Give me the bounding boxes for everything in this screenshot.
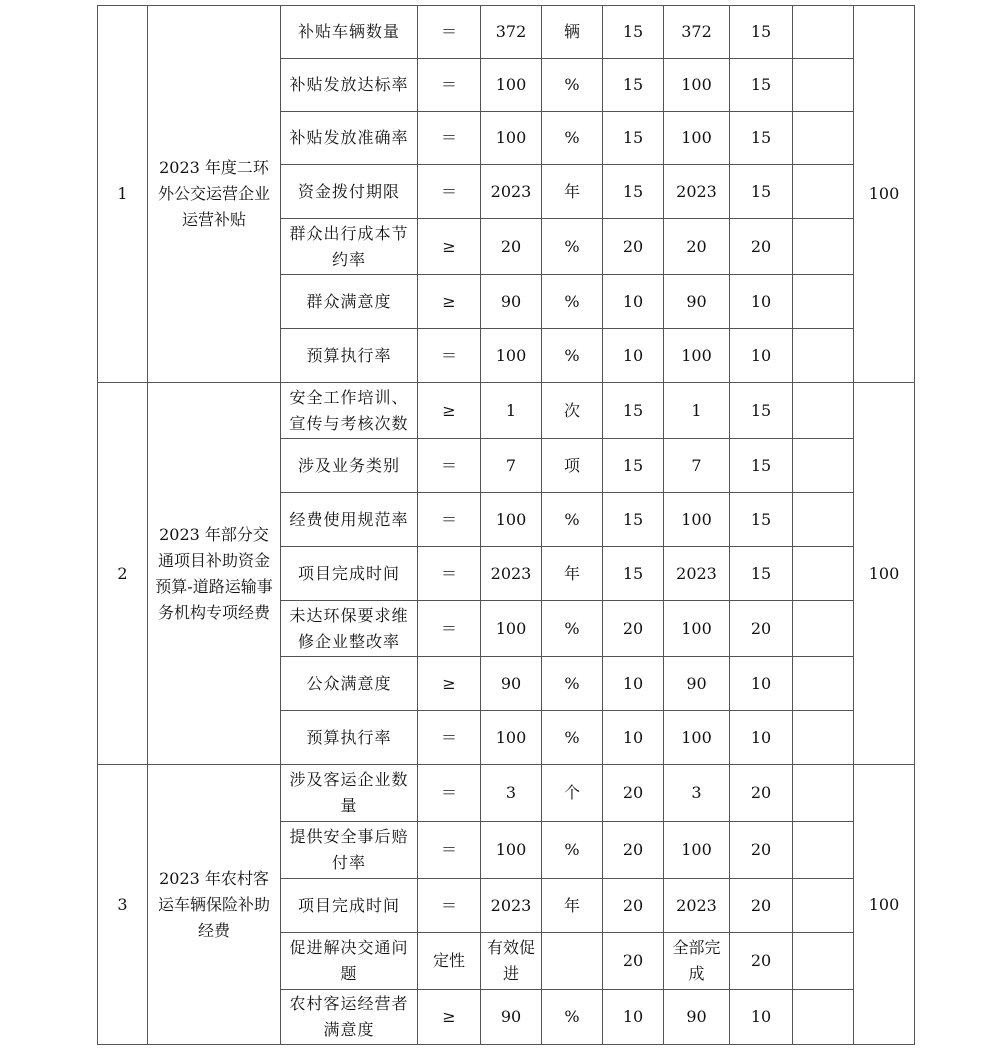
operator-cell: ≥ [418,383,481,439]
weight-cell: 10 [603,990,664,1045]
operator-cell: ＝ [418,765,481,822]
target-value-cell: 有效促进 [481,933,542,990]
weight-cell: 10 [603,711,664,765]
target-value-cell: 90 [481,275,542,329]
note-cell [793,59,854,112]
actual-value-cell: 2023 [664,165,730,219]
target-value-cell: 90 [481,657,542,711]
indicator-name: 安全工作培训、宣传与考核次数 [281,383,418,439]
operator-cell: ＝ [418,329,481,383]
unit-cell [542,933,603,990]
indicator-name: 群众出行成本节约率 [281,219,418,275]
note-cell [793,6,854,59]
indicator-name: 经费使用规范率 [281,493,418,547]
operator-cell: ＝ [418,59,481,112]
project-name: 2023 年部分交通项目补助资金预算-道路运输事务机构专项经费 [148,383,281,765]
weight-cell: 15 [603,6,664,59]
project-total-score: 100 [854,765,915,1045]
target-value-cell: 100 [481,59,542,112]
actual-value-cell: 2023 [664,547,730,601]
note-cell [793,165,854,219]
weight-cell: 20 [603,219,664,275]
operator-cell: ≥ [418,275,481,329]
target-value-cell: 372 [481,6,542,59]
weight-cell: 15 [603,383,664,439]
note-cell [793,493,854,547]
note-cell [793,990,854,1045]
weight-cell: 20 [603,765,664,822]
score-cell: 20 [730,765,793,822]
note-cell [793,275,854,329]
project-index: 1 [98,6,148,383]
score-cell: 20 [730,601,793,657]
note-cell [793,765,854,822]
score-cell: 15 [730,439,793,493]
note-cell [793,933,854,990]
indicator-name: 项目完成时间 [281,879,418,933]
target-value-cell: 7 [481,439,542,493]
indicator-name: 群众满意度 [281,275,418,329]
score-cell: 15 [730,112,793,165]
actual-value-cell: 1 [664,383,730,439]
note-cell [793,657,854,711]
weight-cell: 15 [603,59,664,112]
unit-cell: 辆 [542,6,603,59]
indicator-name: 预算执行率 [281,329,418,383]
note-cell [793,601,854,657]
unit-cell: 年 [542,165,603,219]
performance-table [97,5,915,1045]
operator-cell: ≥ [418,219,481,275]
indicator-name: 未达环保要求维修企业整改率 [281,601,418,657]
unit-cell: % [542,275,603,329]
note-cell [793,329,854,383]
unit-cell: % [542,219,603,275]
operator-cell: ＝ [418,822,481,879]
unit-cell: % [542,59,603,112]
score-cell: 20 [730,219,793,275]
note-cell [793,547,854,601]
actual-value-cell: 100 [664,329,730,383]
note-cell [793,383,854,439]
score-cell: 20 [730,933,793,990]
weight-cell: 15 [603,547,664,601]
unit-cell: % [542,711,603,765]
unit-cell: 年 [542,879,603,933]
project-total-score: 100 [854,6,915,383]
note-cell [793,879,854,933]
indicator-name: 涉及业务类别 [281,439,418,493]
indicator-name: 促进解决交通问题 [281,933,418,990]
unit-cell: 个 [542,765,603,822]
note-cell [793,822,854,879]
score-cell: 10 [730,657,793,711]
indicator-row [98,765,915,822]
actual-value-cell: 100 [664,59,730,112]
score-cell: 10 [730,275,793,329]
weight-cell: 20 [603,601,664,657]
note-cell [793,219,854,275]
note-cell [793,711,854,765]
actual-value-cell: 100 [664,711,730,765]
score-cell: 15 [730,165,793,219]
indicator-name: 农村客运经营者满意度 [281,990,418,1045]
actual-value-cell: 20 [664,219,730,275]
operator-cell: ＝ [418,879,481,933]
weight-cell: 15 [603,493,664,547]
unit-cell: % [542,601,603,657]
project-name: 2023 年度二环外公交运营企业运营补贴 [148,6,281,383]
score-cell: 15 [730,493,793,547]
operator-cell: ≥ [418,990,481,1045]
actual-value-cell: 100 [664,601,730,657]
target-value-cell: 100 [481,822,542,879]
indicator-name: 补贴车辆数量 [281,6,418,59]
note-cell [793,439,854,493]
operator-cell: ＝ [418,439,481,493]
actual-value-cell: 372 [664,6,730,59]
operator-cell: ＝ [418,547,481,601]
score-cell: 10 [730,990,793,1045]
indicator-row [98,383,915,439]
indicator-row [98,6,915,59]
operator-cell: ＝ [418,165,481,219]
unit-cell: 年 [542,547,603,601]
unit-cell: % [542,493,603,547]
indicator-name: 补贴发放达标率 [281,59,418,112]
actual-value-cell: 90 [664,657,730,711]
score-cell: 15 [730,383,793,439]
indicator-name: 涉及客运企业数量 [281,765,418,822]
target-value-cell: 3 [481,765,542,822]
score-cell: 15 [730,59,793,112]
actual-value-cell: 2023 [664,879,730,933]
score-cell: 20 [730,822,793,879]
target-value-cell: 90 [481,990,542,1045]
operator-cell: ＝ [418,711,481,765]
indicator-name: 项目完成时间 [281,547,418,601]
weight-cell: 15 [603,112,664,165]
target-value-cell: 20 [481,219,542,275]
note-cell [793,112,854,165]
unit-cell: % [542,990,603,1045]
indicator-name: 提供安全事后赔付率 [281,822,418,879]
table-body [98,6,915,1045]
project-total-score: 100 [854,383,915,765]
unit-cell: % [542,112,603,165]
target-value-cell: 100 [481,493,542,547]
project-index: 2 [98,383,148,765]
unit-cell: 项 [542,439,603,493]
score-cell: 15 [730,6,793,59]
project-name: 2023 年农村客运车辆保险补助经费 [148,765,281,1045]
operator-cell: ≥ [418,657,481,711]
weight-cell: 10 [603,275,664,329]
actual-value-cell: 3 [664,765,730,822]
target-value-cell: 2023 [481,165,542,219]
indicator-name: 补贴发放准确率 [281,112,418,165]
unit-cell: 次 [542,383,603,439]
target-value-cell: 100 [481,711,542,765]
target-value-cell: 100 [481,112,542,165]
actual-value-cell: 7 [664,439,730,493]
indicator-name: 预算执行率 [281,711,418,765]
score-cell: 10 [730,711,793,765]
actual-value-cell: 全部完成 [664,933,730,990]
unit-cell: % [542,329,603,383]
operator-cell: ＝ [418,601,481,657]
operator-cell: 定性 [418,933,481,990]
score-cell: 15 [730,547,793,601]
indicator-name: 资金拨付期限 [281,165,418,219]
project-index: 3 [98,765,148,1045]
target-value-cell: 2023 [481,879,542,933]
weight-cell: 15 [603,165,664,219]
operator-cell: ＝ [418,6,481,59]
target-value-cell: 100 [481,329,542,383]
unit-cell: % [542,657,603,711]
operator-cell: ＝ [418,112,481,165]
score-cell: 10 [730,329,793,383]
weight-cell: 20 [603,822,664,879]
actual-value-cell: 100 [664,112,730,165]
weight-cell: 10 [603,657,664,711]
operator-cell: ＝ [418,493,481,547]
actual-value-cell: 90 [664,275,730,329]
indicator-name: 公众满意度 [281,657,418,711]
score-cell: 20 [730,879,793,933]
weight-cell: 20 [603,879,664,933]
target-value-cell: 100 [481,601,542,657]
actual-value-cell: 90 [664,990,730,1045]
weight-cell: 15 [603,439,664,493]
weight-cell: 10 [603,329,664,383]
actual-value-cell: 100 [664,493,730,547]
weight-cell: 20 [603,933,664,990]
actual-value-cell: 100 [664,822,730,879]
target-value-cell: 2023 [481,547,542,601]
unit-cell: % [542,822,603,879]
target-value-cell: 1 [481,383,542,439]
